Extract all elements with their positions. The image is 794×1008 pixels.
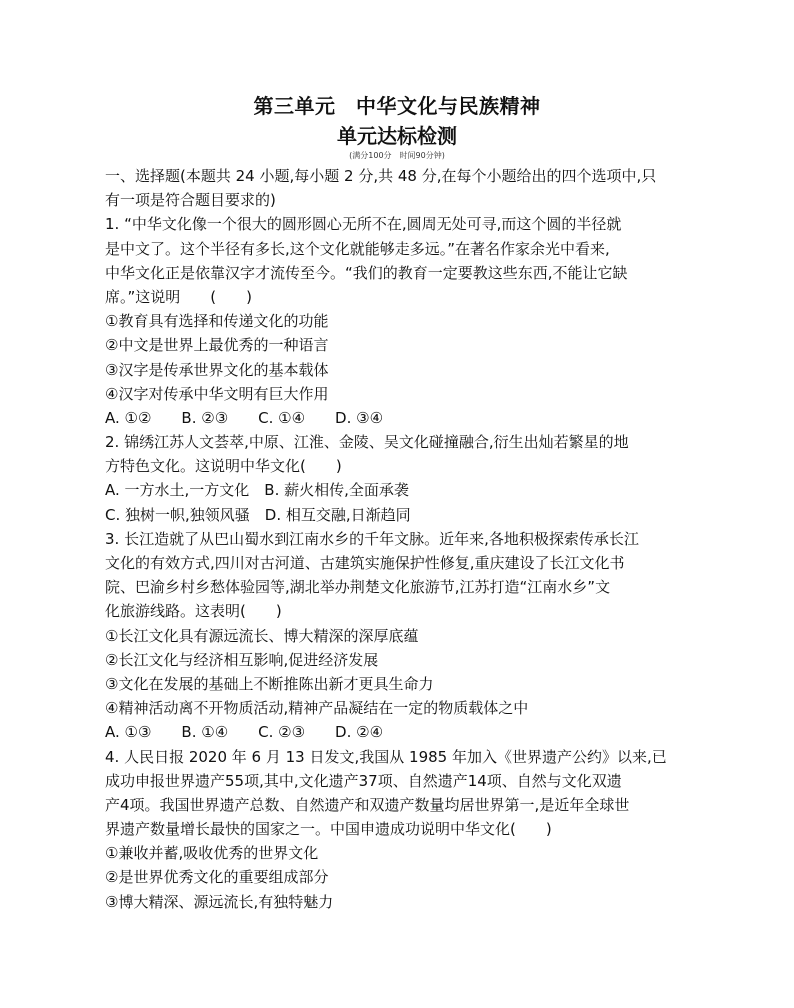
question-2-options: A. 一方水土,一方文化 B. 薪火相传,全面承袭 <box>105 481 409 500</box>
question-4-stem: 界遗产数量增长最快的国家之一。中国申遗成功说明中华文化( ) <box>105 820 552 839</box>
question-3-item: ②长江文化与经济相互影响,促进经济发展 <box>105 650 379 669</box>
question-1-item: ④汉字对传承中华文明有巨大作用 <box>105 384 329 403</box>
question-3-stem: 院、巴渝乡村乡愁体验园等,湖北举办荆楚文化旅游节,江苏打造“江南水乡”文 <box>105 578 611 597</box>
question-4-item: ②是世界优秀文化的重要组成部分 <box>105 868 329 887</box>
question-2-stem: 方特色文化。这说明中华文化( ) <box>105 457 342 476</box>
section-heading-cont: 有一项是符合题目要求的) <box>105 191 276 210</box>
question-3-options: A. ①③ B. ①④ C. ②③ D. ②④ <box>105 723 384 742</box>
question-3-stem: 3. 长江造就了从巴山蜀水到江南水乡的千年文脉。近年来,各地积极探索传承长江 <box>105 529 639 548</box>
question-1-stem: 中华文化正是依靠汉字才流传至今。“我们的教育一定要教这些东西,不能让它缺 <box>105 263 628 282</box>
question-4-item: ①兼收并蓄,吸收优秀的世界文化 <box>105 844 319 863</box>
question-3-item: ③文化在发展的基础上不断推陈出新才更具生命力 <box>105 674 434 693</box>
question-4-stem: 4. 人民日报 2020 年 6 月 13 日发文,我国从 1985 年加入《世界遗产公约》以来,已 <box>105 747 667 766</box>
question-1-item: ①教育具有选择和传递文化的功能 <box>105 312 329 331</box>
question-1-stem: 是中文了。这个半径有多长,这个文化就能够走多远。”在著名作家余光中看来, <box>105 239 610 258</box>
question-1-item: ③汉字是传承世界文化的基本载体 <box>105 360 329 379</box>
question-2-options: C. 独树一帜,独领风骚 D. 相互交融,日渐趋同 <box>105 505 411 524</box>
section-heading: 一、选择题(本题共 24 小题,每小题 2 分,共 48 分,在每个小题给出的四个选项中,只 <box>105 167 657 185</box>
question-4-stem: 成功申报世界遗产55项,其中,文化遗产37项、自然遗产14项、自然与文化双遗 <box>105 771 622 790</box>
question-2-stem: 2. 锦绣江苏人文荟萃,中原、江淮、金陵、吴文化碰撞融合,衍生出灿若繁星的地 <box>105 433 629 452</box>
question-3-stem: 文化的有效方式,四川对古河道、古建筑实施保护性修复,重庆建设了长江文化书 <box>105 554 625 572</box>
question-3-item: ④精神活动离不开物质活动,精神产品凝结在一定的物质载体之中 <box>105 699 529 718</box>
question-1-item: ②中文是世界上最优秀的一种语言 <box>105 336 329 355</box>
unit-title: 第三单元 中华文化与民族精神 <box>253 94 541 118</box>
test-title: 单元达标检测 <box>337 124 457 148</box>
question-3-stem: 化旅游线路。这表明( ) <box>105 602 282 621</box>
question-1-stem: 席。”这说明 ( ) <box>105 287 252 306</box>
question-1-stem: 1. “中华文化像一个很大的圆形圆心无所不在,圆周无处可寻,而这个圆的半径就 <box>105 215 622 234</box>
question-body <box>105 164 695 914</box>
score-time-note: (满分100分 时间90分钟) <box>349 151 445 160</box>
question-3-item: ①长江文化具有源远流长、博大精深的深厚底蕴 <box>105 626 419 645</box>
question-1-options: A. ①② B. ②③ C. ①④ D. ③④ <box>105 408 384 427</box>
question-4-stem: 产4项。我国世界遗产总数、自然遗产和双遗产数量均居世界第一,是近年全球世 <box>105 795 630 814</box>
question-4-item: ③博大精深、源远流长,有独特魅力 <box>105 892 334 911</box>
